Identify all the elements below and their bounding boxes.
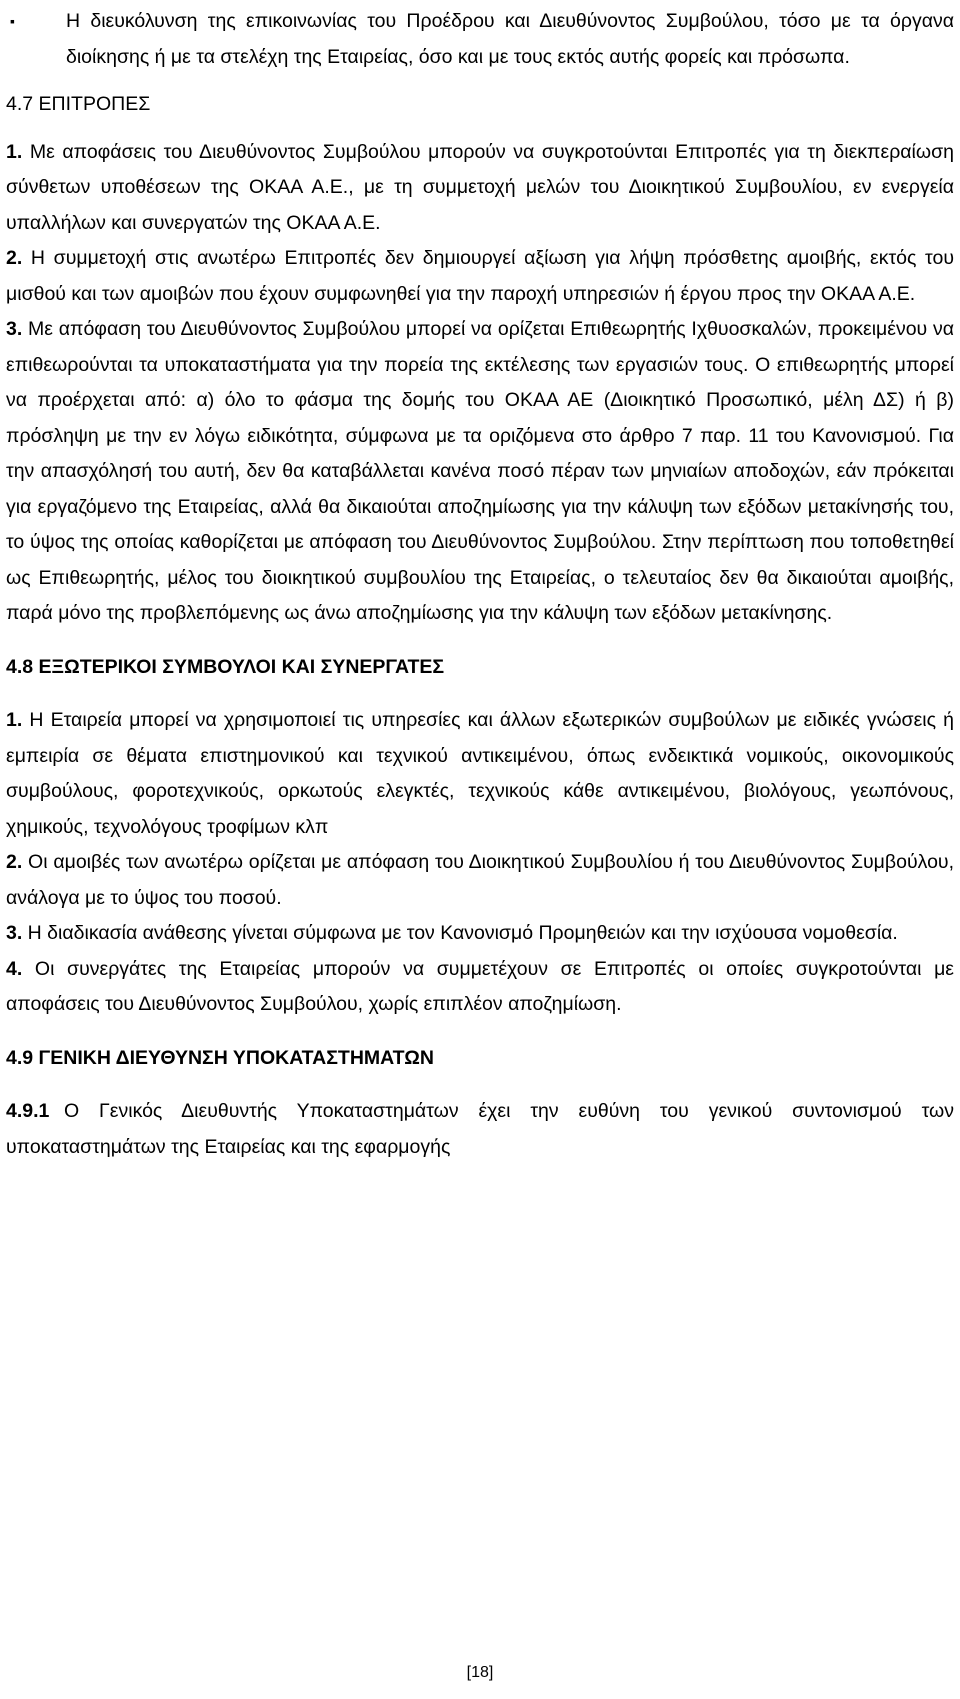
section-4-8-heading: 4.8 ΕΞΩΤΕΡΙΚΟΙ ΣΥΜΒΟΥΛΟΙ ΚΑΙ ΣΥΝΕΡΓΑΤΕΣ — [6, 655, 445, 678]
section-4-8-item-2 — [6, 845, 954, 916]
section-4-7-heading: 4.7 ΕΠΙΤΡΟΠΕΣ — [6, 93, 151, 115]
item-number: 2. — [6, 851, 23, 873]
bullet-paragraph — [6, 4, 954, 75]
item-text: Με απόφαση του Διευθύνοντος Συμβούλου μπορεί να ορίζεται Επιθεωρητής Ιχθυοσκαλών, προκειμένου να επιθεωρούνται τα υποκαταστήματα για την πορεία της εκτέλεσης των εργασιών τους. Ο επιθεωρητής μπορεί να προέρχεται από: α) όλο το φάσμα της δομής του ΟΚΑΑ ΑΕ (Διοικητικό Προσωπικό, μέλη ΔΣ) ή β) πρόσληψη με την εν λόγω ειδικότητα, σύμφωνα με τα οριζόμενα στο άρθρο 7 παρ. 11 του Κανονισμού. Για την απασχόλησή του αυτή, δεν θα καταβάλλεται κανένα ποσό πέραν των μηνιαίων αποδοχών, εάν πρόκειται για εργαζόμενο της Εταιρείας, αλλά θα δικαιούται αποζημίωσης για την κάλυψη των εξόδων μετακίνησής του, το ύψος της οποίας καθορίζεται με απόφαση του Διευθύνοντος Συμβούλου. Στην περίπτωση που τοποθετηθεί ως Επιθεωρητής, μέλος του διοικητικού συμβουλίου της Εταιρείας, ο τελευταίος δεν θα δικαιούται αμοιβής, παρά μόνο της προβλεπόμενης ως άνω αποζημίωσης για την κάλυψη των εξόδων μετακίνησης. — [6, 318, 954, 624]
item-number: 4.9.1 — [6, 1100, 50, 1122]
item-text: Η διαδικασία ανάθεσης γίνεται σύμφωνα με τον Κανονισμό Προμηθειών και την ισχύουσα νομοθεσία. — [22, 922, 898, 944]
section-4-7-item-1 — [6, 135, 954, 242]
section-4-8-item-1 — [6, 703, 954, 845]
item-number: 1. — [6, 140, 23, 163]
item-number: 2. — [6, 247, 23, 269]
section-4-8-item-4 — [6, 952, 954, 1023]
document-body — [6, 4, 954, 1165]
section-4-7-item-2 — [6, 241, 954, 312]
page-number: [18] — [466, 1664, 494, 1681]
item-text: Η συμμετοχή στις ανωτέρω Επιτροπές δεν δημιουργεί αξίωση για λήψη πρόσθετης αμοιβής, εκτός του μισθού και των αμοιβών που έχουν συμφωνηθεί για την παροχή υπηρεσιών ή έργου προς την ΟΚΑΑ Α.Ε. — [6, 247, 954, 305]
section-4-9-heading: 4.9 ΓΕΝΙΚΗ ΔΙΕΥΘΥΝΣΗ ΥΠΟΚΑΤΑΣΤΗΜΑΤΩΝ — [6, 1046, 434, 1069]
item-number: 3. — [6, 318, 23, 340]
section-4-9-item-1 — [6, 1094, 954, 1165]
item-text: Ο Γενικός Διευθυντής Υποκαταστημάτων έχει την ευθύνη του γενικού συντονισμού των υποκαταστημάτων της Εταιρείας και της εφαρμογής — [6, 1100, 954, 1158]
item-number: 3. — [6, 922, 23, 944]
item-text: Οι αμοιβές των ανωτέρω ορίζεται με απόφαση του Διοικητικού Συμβουλίου ή του Διευθύνοντος Συμβούλου, ανάλογα με το ύψος του ποσού. — [6, 851, 954, 909]
bullet-paragraph-text: Η διευκόλυνση της επικοινωνίας του Προέδρου και Διευθύνοντος Συμβούλου, τόσο με τα όργανα διοίκησης ή με τα στελέχη της Εταιρείας, όσο και με τους εκτός αυτής φορείς και πρόσωπα. — [66, 10, 954, 68]
item-number: 1. — [6, 709, 23, 731]
square-bullet-icon: ▪ — [10, 13, 15, 29]
item-text: Η Εταιρεία μπορεί να χρησιμοποιεί τις υπηρεσίες και άλλων εξωτερικών συμβούλων με ειδικές γνώσεις ή εμπειρία σε θέματα επιστημονικού και τεχνικού αντικειμένου, όπως ενδεικτικά νομικούς, οικονομικούς συμβούλους, φοροτεχνικούς, ορκωτούς ελεγκτές, τεχνικούς κάθε αντικειμένου, βιολόγους, γεωπόνους, χημικούς, τεχνολόγους τροφίμων κλπ — [6, 709, 954, 838]
item-text: Με αποφάσεις του Διευθύνοντος Συμβούλου μπορούν να συγκροτούνται Επιτροπές για τη διεκπεραίωση σύνθετων υποθέσεων της ΟΚΑΑ Α.Ε., με τη συμμετοχή μελών του Διοικητικού Συμβουλίου, εν ενεργεία υπαλλήλων και συνεργατών της ΟΚΑΑ Α.Ε. — [6, 140, 954, 234]
item-text: Οι συνεργάτες της Εταιρείας μπορούν να συμμετέχουν σε Επιτροπές οι οποίες συγκροτούνται με αποφάσεις του Διευθύνοντος Συμβούλου, χωρίς επιπλέον αποζημίωση. — [6, 957, 954, 1015]
section-4-8-item-3 — [6, 916, 954, 952]
section-4-7-item-3 — [6, 312, 954, 632]
item-number: 4. — [6, 957, 23, 980]
